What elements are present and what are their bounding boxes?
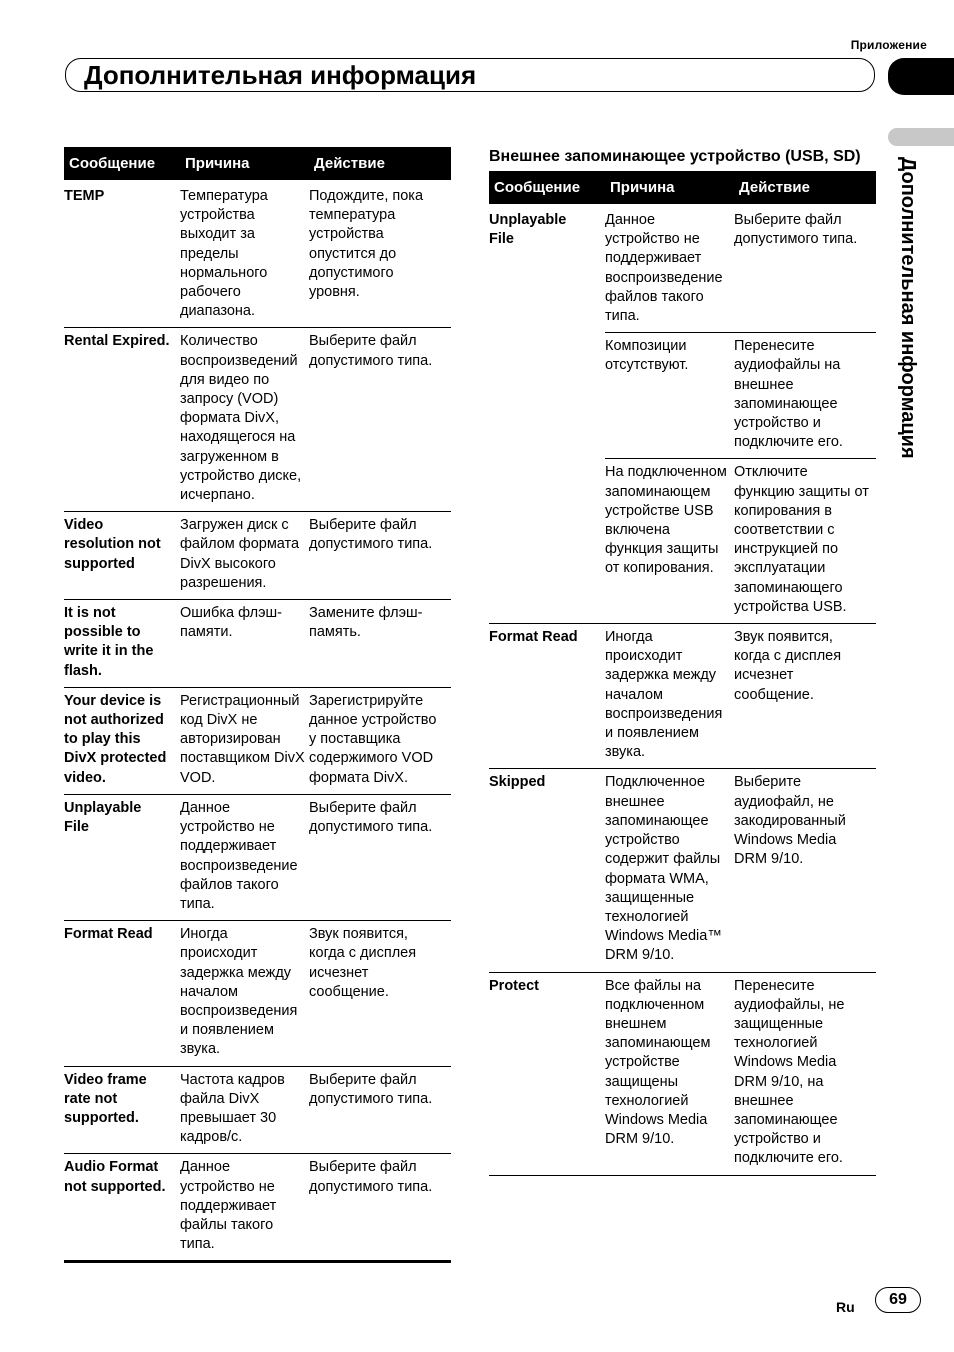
action-cell: Выберите файл допустимого типа.	[309, 328, 451, 512]
message-cell: Format Read	[489, 624, 605, 769]
action-cell: Выберите файл допустимого типа.	[309, 1154, 451, 1262]
external-storage-heading: Внешнее запоминающее устройство (USB, SD)	[489, 148, 861, 165]
table-row	[64, 794, 451, 920]
message-cell: Rental Expired.	[64, 328, 180, 512]
message-cell: Video resolution not supported	[64, 512, 180, 600]
cause-cell: Количество воспроизведений для видео по запросу (VOD) формата DivX, находящегося на загруженном в устройство диске, исчерпано.	[180, 328, 309, 512]
action-cell: Зарегистрируйте данное устройство у поставщика содержимого VOD формата DivX.	[309, 687, 451, 794]
table-row	[64, 921, 451, 1066]
language-code: Ru	[836, 1299, 855, 1315]
message-cell: Unplayable File	[64, 794, 180, 920]
action-cell: Выберите файл допустимого типа.	[309, 794, 451, 920]
table-header-row	[489, 171, 876, 204]
table-row	[64, 1154, 451, 1262]
message-cell: Video frame rate not supported.	[64, 1066, 180, 1154]
table-row	[64, 180, 451, 328]
action-cell: Выберите аудиофайл, не закодированный Windows Media DRM 9/10.	[734, 769, 876, 972]
cause-cell: Данное устройство не поддерживает файлы такого типа.	[180, 1154, 309, 1262]
cause-cell: Ошибка флэш-памяти.	[180, 600, 309, 688]
action-cell: Выберите файл допустимого типа.	[734, 212, 858, 248]
table-row	[489, 204, 876, 333]
action-cell: Выберите файл допустимого типа.	[309, 512, 451, 600]
header-action: Действие	[309, 147, 451, 180]
message-cell: Audio Format not supported.	[64, 1154, 180, 1262]
section-label: Приложение	[850, 38, 927, 52]
table-row	[64, 328, 451, 512]
table-row	[64, 600, 451, 688]
header-action: Действие	[734, 171, 876, 204]
message-cell: It is not possible to write it in the flash.	[64, 600, 180, 688]
action-cell: Отключите функцию защиты от копирования в соответствии с инструкцией по эксплуатации запоминающего устройства USB.	[734, 459, 876, 624]
cause-cell: Подключенное внешнее запоминающее устройство содержит файлы формата WMA, защищенные технологией Windows Media™ DRM 9/10.	[605, 769, 734, 972]
cause-cell: Иногда происходит задержка между началом воспроизведения и появлением звука.	[605, 624, 734, 769]
table-row	[489, 769, 876, 972]
message-cell: Your device is not authorized to play this DivX protected video.	[64, 687, 180, 794]
table-row	[64, 687, 451, 794]
message-cell	[489, 333, 605, 459]
table-row	[489, 333, 876, 459]
action-cell: Выберите файл допустимого типа.	[309, 1066, 451, 1154]
header-message: Сообщение	[489, 171, 605, 204]
messages-table	[64, 147, 451, 1263]
message-cell: Format Read	[64, 921, 180, 1066]
cause-cell: Данное устройство не поддерживает воспроизведение файлов такого типа.	[605, 212, 723, 325]
message-cell: Unplayable File	[489, 212, 567, 248]
cause-cell: Температура устройства выходит за пределы нормального рабочего диапазона.	[180, 188, 268, 320]
cause-cell: На подключенном запоминающем устройстве USB включена функция защиты от копирования.	[605, 459, 734, 624]
cause-cell: Данное устройство не поддерживает воспроизведение файлов такого типа.	[180, 794, 309, 920]
external-storage-table	[489, 171, 876, 1176]
message-cell: TEMP	[64, 188, 105, 204]
section-tab-marker	[888, 58, 954, 95]
action-cell: Замените флэш-память.	[309, 600, 451, 688]
table-row	[489, 459, 876, 624]
right-column	[489, 145, 876, 1176]
action-cell: Перенесите аудиофайлы, не защищенные технологией Windows Media DRM 9/10, на внешнее запоминающее устройство и подключите его.	[734, 972, 876, 1175]
action-cell: Звук появится, когда с дисплея исчезнет сообщение.	[309, 921, 451, 1066]
message-cell	[489, 459, 605, 624]
table-row	[489, 624, 876, 769]
table-row	[64, 512, 451, 600]
header-cause: Причина	[180, 147, 309, 180]
table-row	[64, 1066, 451, 1154]
cause-cell: Иногда происходит задержка между началом воспроизведения и появлением звука.	[180, 921, 309, 1066]
message-cell: Skipped	[489, 769, 605, 972]
page-number: 69	[875, 1287, 921, 1313]
page-title: Дополнительная информация	[84, 60, 477, 90]
cause-cell: Все файлы на подключенном внешнем запоминающем устройстве защищены технологией Windows Media DRM 9/10.	[605, 972, 734, 1175]
action-cell: Звук появится, когда с дисплея исчезнет сообщение.	[734, 624, 876, 769]
side-tab-marker	[888, 128, 954, 146]
cause-cell: Загружен диск с файлом формата DivX высокого разрешения.	[180, 512, 309, 600]
cause-cell: Композиции отсутствуют.	[605, 333, 734, 459]
cause-cell: Частота кадров файла DivX превышает 30 кадров/с.	[180, 1066, 309, 1154]
cause-cell: Регистрационный код DivX не авторизирован поставщиком DivX VOD.	[180, 687, 309, 794]
header-cause: Причина	[605, 171, 734, 204]
action-cell: Перенесите аудиофайлы на внешнее запоминающее устройство и подключите его.	[734, 333, 876, 459]
message-cell: Protect	[489, 972, 605, 1175]
header-message: Сообщение	[64, 147, 180, 180]
left-column	[64, 147, 451, 1263]
table-header-row	[64, 147, 451, 180]
action-cell: Подождите, пока температура устройства опустится до допустимого уровня.	[309, 188, 424, 301]
side-section-title: Дополнительная информация	[897, 157, 919, 459]
table-row	[489, 972, 876, 1175]
